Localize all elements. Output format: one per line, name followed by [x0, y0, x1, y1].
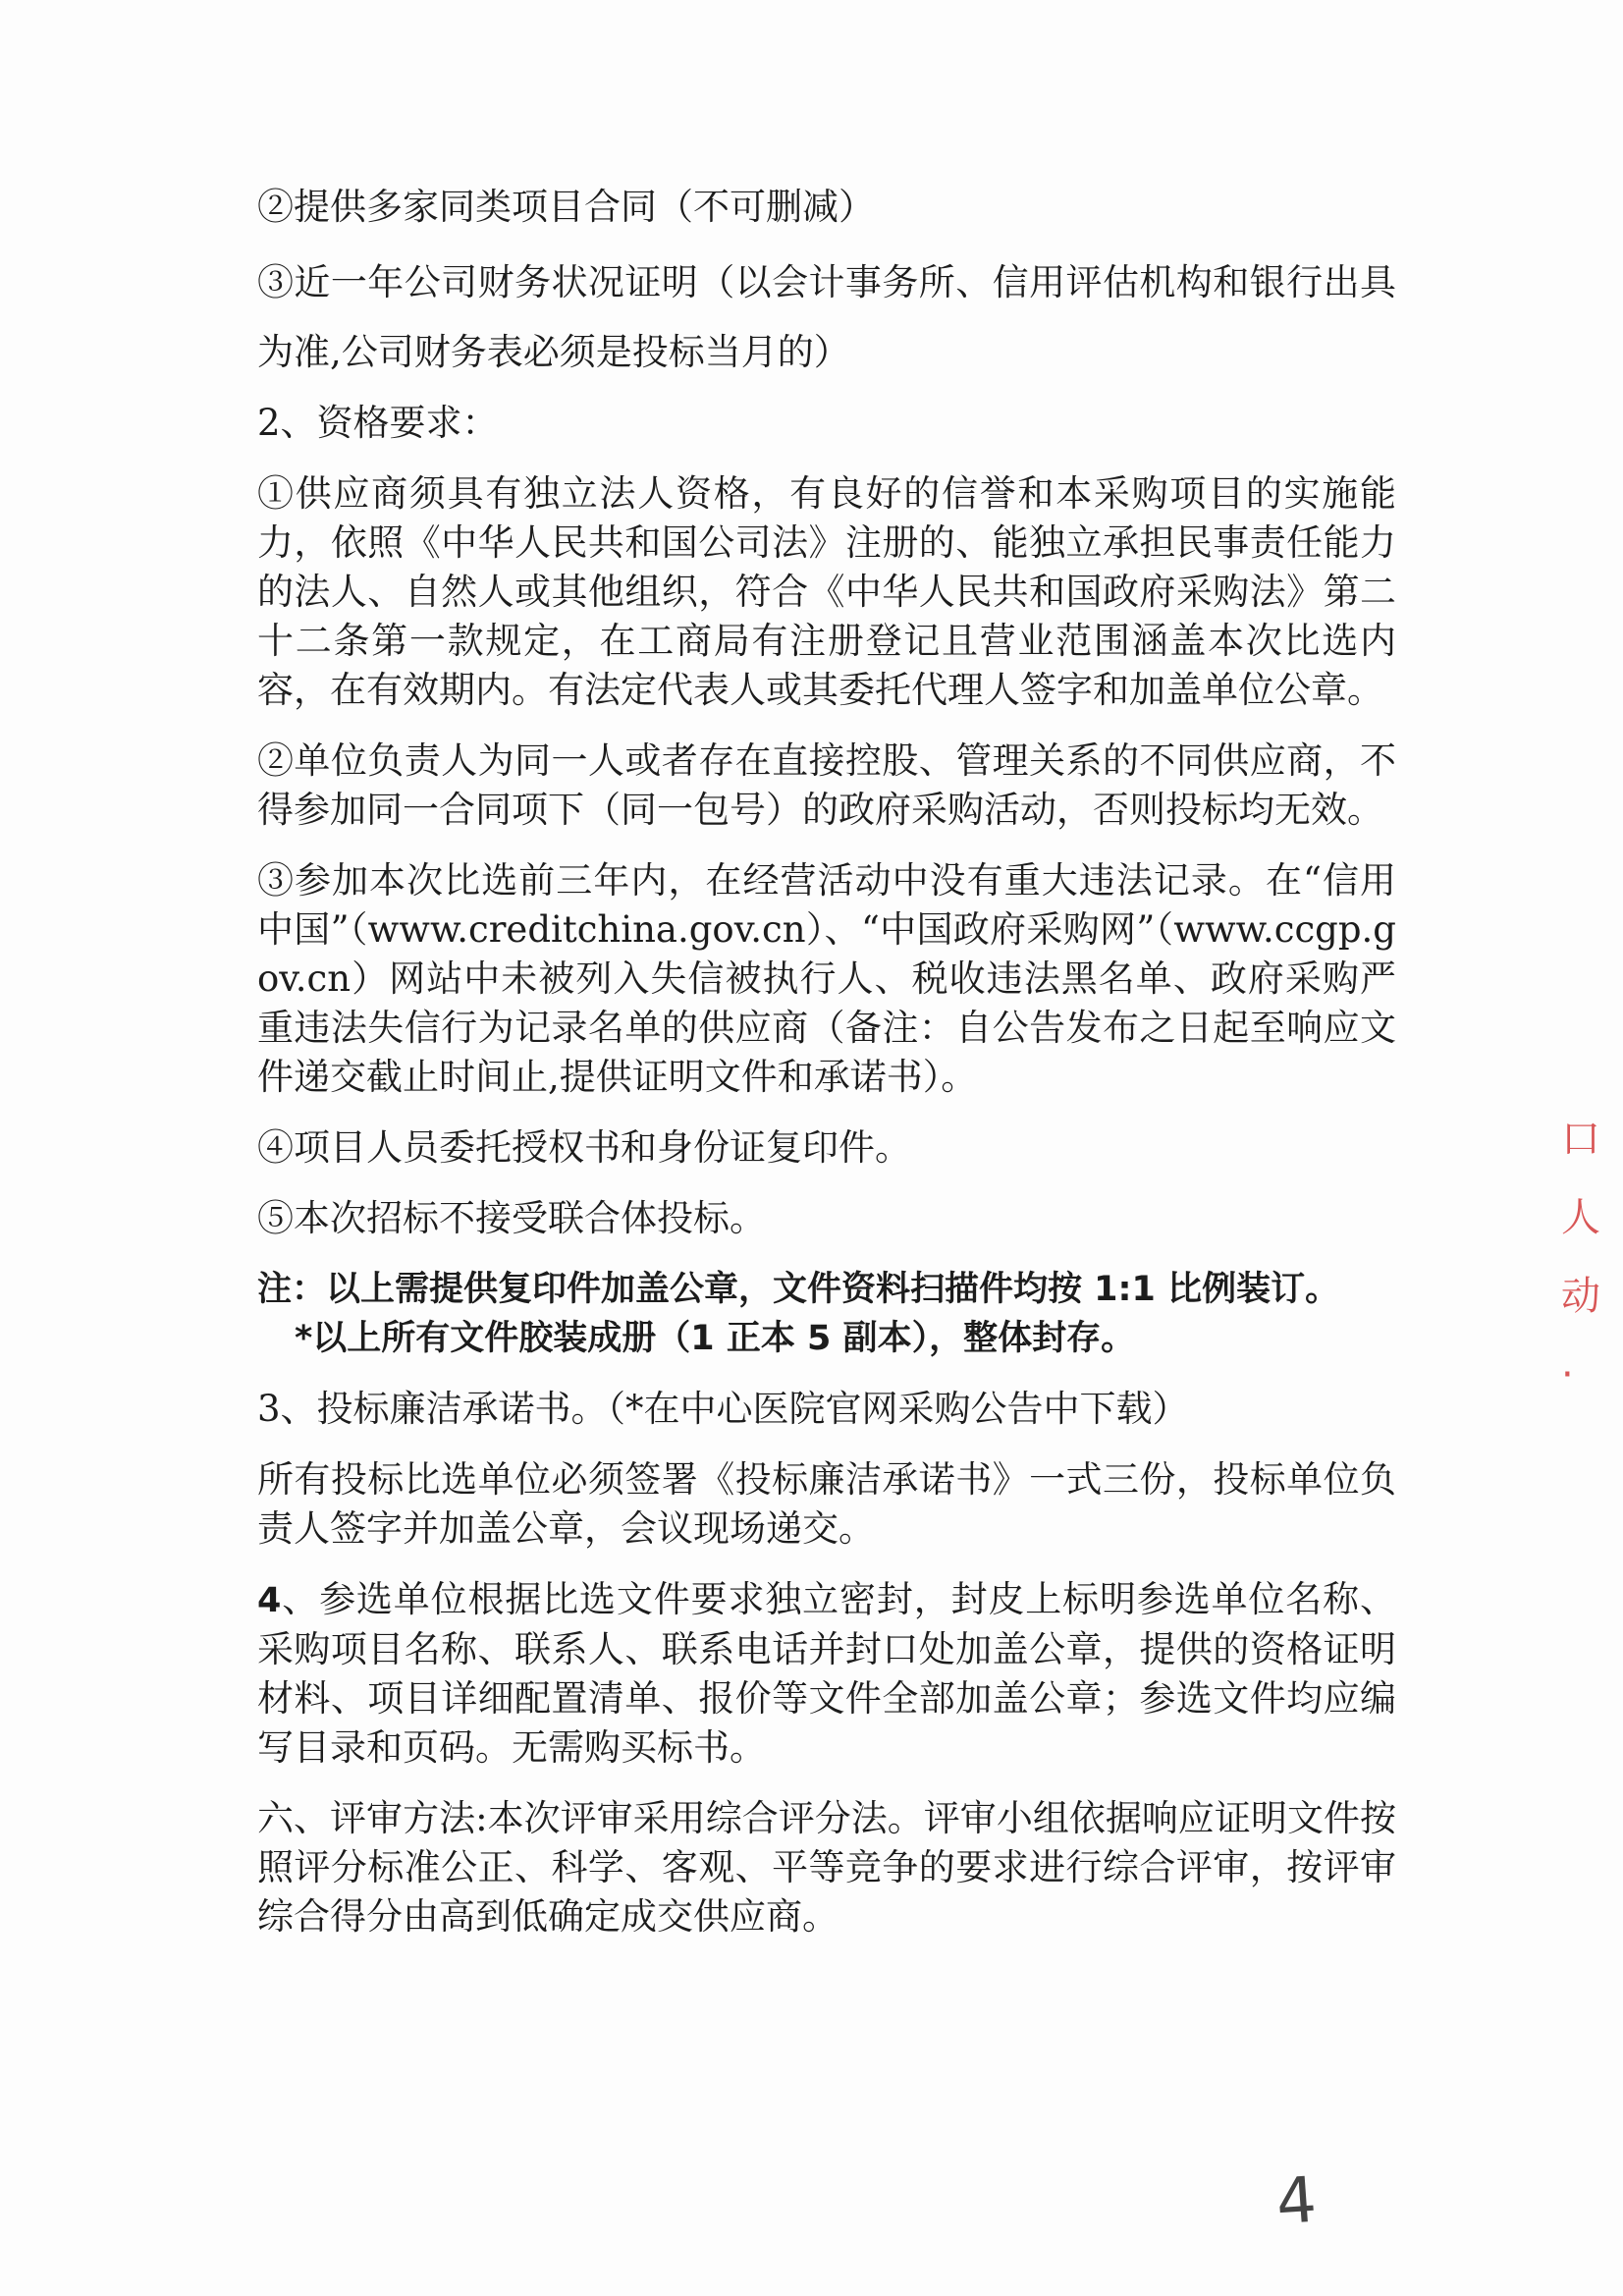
section-4 [257, 1575, 1396, 1773]
note-line-2: *以上所有文件胶装成册（1 正本 5 副本），整体封存。 [295, 1319, 1136, 1358]
document-body [257, 183, 1396, 1963]
qualification-item-1: ①供应商须具有独立法人资格，有良好的信誉和本采购项目的实施能力，依照《中华人民共和国公司法》注册的、能独立承担民事责任能力的法人、自然人或其他组织，符合《中华人民共和国政府采购法》第二十二条第一款规定，在工商局有注册登记且营业范围涵盖本次比选内容，在有效期内。有法定代表人或其委托代理人签字和加盖单位公章。 [257, 472, 1396, 711]
section-6-evaluation: 六、评审方法:本次评审采用综合评分法。评审小组依据响应证明文件按照评分标准公正、科学、客观、平等竞争的要求进行综合评审，按评审综合得分由高到低确定成交供应商。 [257, 1797, 1396, 1938]
qualification-item-2: ②单位负责人为同一人或者存在直接控股、管理关系的不同供应商，不得参加同一合同项下（同一包号）的政府采购活动，否则投标均无效。 [257, 739, 1396, 831]
qualification-heading: 2、资格要求： [257, 402, 499, 444]
section-4-number: 4 [257, 1581, 282, 1620]
section-3-heading: 3、投标廉洁承诺书。（*在中心医院官网采购公告中下载） [257, 1388, 1189, 1430]
section-3-body: 所有投标比选单位必须签署《投标廉洁承诺书》一式三份，投标单位负责人签字并加盖公章，会议现场递交。 [257, 1458, 1396, 1550]
section-4-text: 、参选单位根据比选文件要求独立密封，封皮上标明参选单位名称、采购项目名称、联系人、联系电话并封口处加盖公章，提供的资格证明材料、项目详细配置清单、报价等文件全部加盖公章；参选文件均应编写目录和页码。无需购买标书。 [257, 1578, 1396, 1769]
note-line-1: 注：以上需提供复印件加盖公章，文件资料扫描件均按 1:1 比例装订。 [257, 1270, 1340, 1309]
qualification-item-3: ③参加本次比选前三年内，在经营活动中没有重大违法记录。在“信用中国”（www.creditchina.gov.cn）、“中国政府采购网”（www.ccgp.gov.cn）网站中未被列入失信被执行人、税收违法黑名单、政府采购严重违法失信行为记录名单的供应商（备注：自公告发布之日起至响应文件递交截止时间止,提供证明文件和承诺书）。 [257, 859, 1396, 1098]
handwritten-page-number: 4 [1273, 2163, 1320, 2240]
qualification-item-4: ④项目人员委托授权书和身份证复印件。 [257, 1126, 911, 1169]
item-contracts: ②提供多家同类项目合同（不可删减） [257, 186, 875, 228]
seal-stamp-fragment: 口 人 动 · [1561, 1117, 1600, 1397]
item-financial-proof: ③近一年公司财务状况证明（以会计事务所、信用评估机构和银行出具为准,公司财务表必须是投标当月的） [257, 261, 1396, 373]
qualification-item-5: ⑤本次招标不接受联合体投标。 [257, 1197, 766, 1239]
